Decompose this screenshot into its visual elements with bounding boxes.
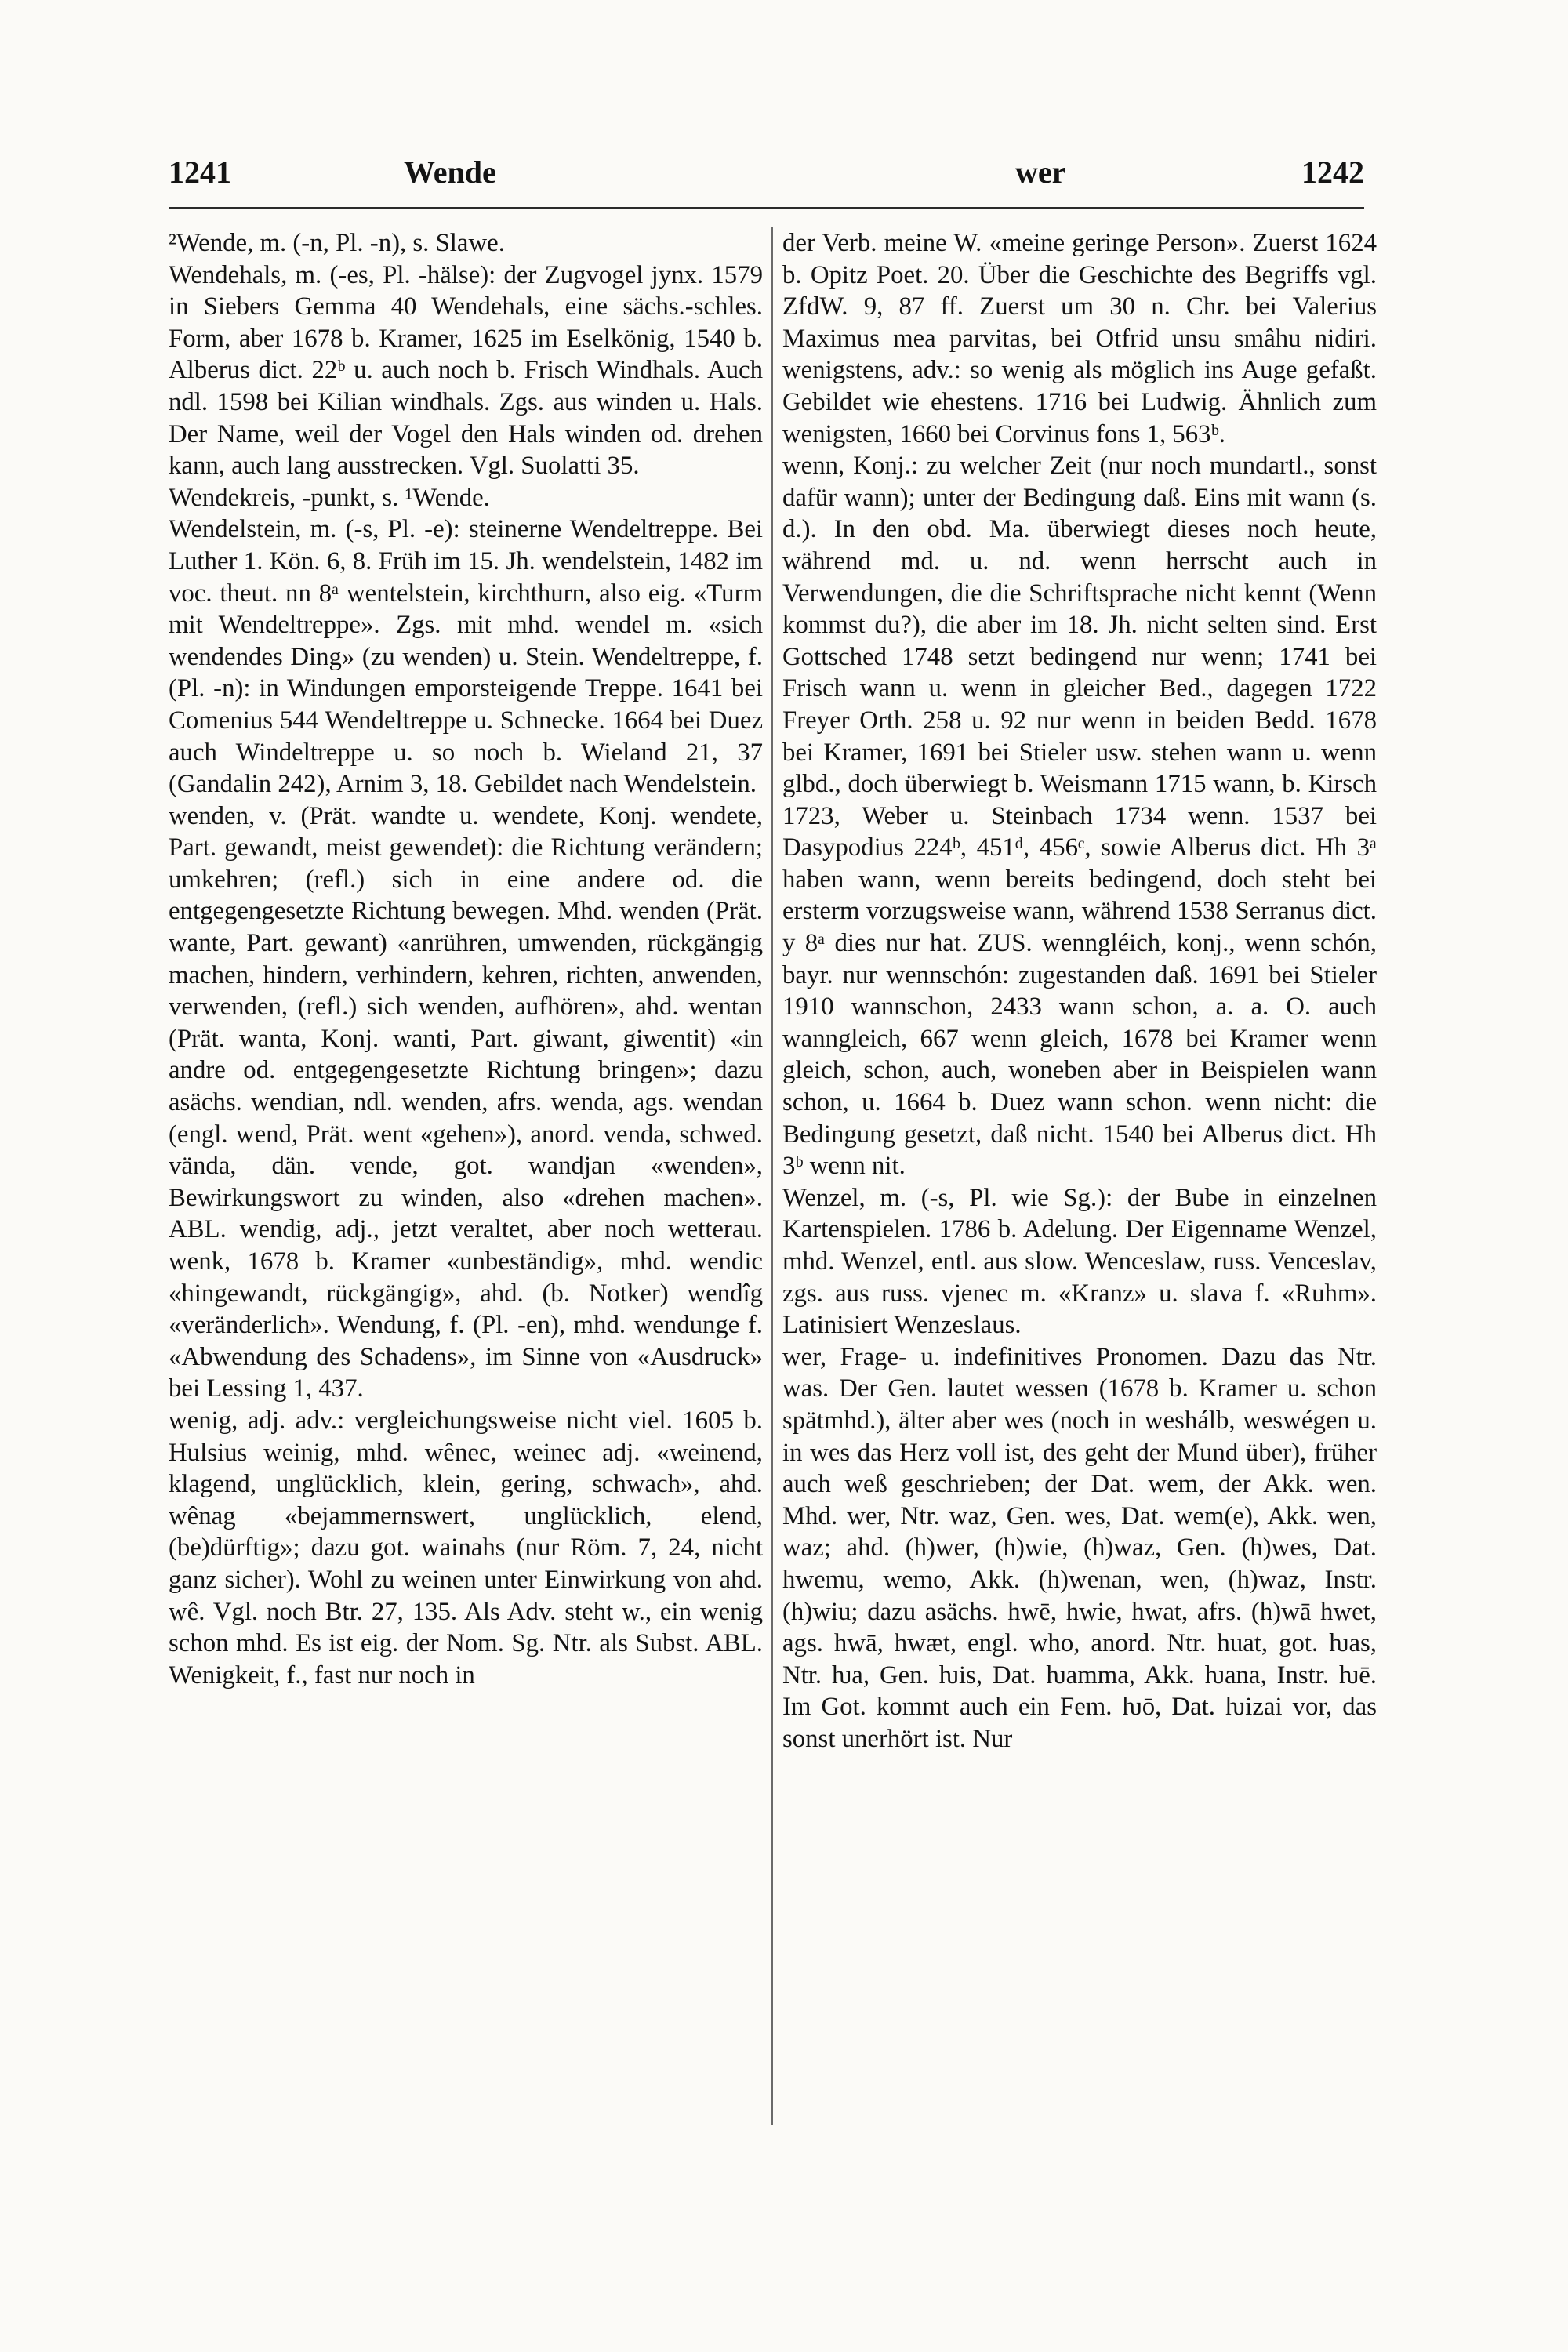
header-headword-left: Wende [404, 154, 496, 190]
header-rule [169, 207, 1364, 209]
column-divider [771, 227, 773, 2125]
entry-wenn: wenn, Konj.: zu welcher Zeit (nur noch mundartl., sonst dafür wann); unter der Bedingung daß. Eins mit wann (s. d.). In den obd. Ma. überwiegt dieses noch heute, während md. u. nd. wenn herrscht auch in Verwendungen, die die Schriftsprache nicht kennt (Wenn kommst du?), die aber im 18. Jh. nicht selten sind. Erst Gottsched 1748 setzt bedingend nur wenn; 1741 bei Frisch wann u. wenn in gleicher Bed., dagegen 1722 Freyer Orth. 258 u. 92 nur wenn in beiden Bedd. 1678 bei Kramer, 1691 bei Stieler usw. stehen wann u. wenn glbd., doch überwiegt b. Weismann 1715 wann, b. Kirsch 1723, Weber u. Steinbach 1734 wenn. 1537 bei Dasypodius 224ᵇ, 451ᵈ, 456ᶜ, sowie Alberus dict. Hh 3ᵃ haben wann, wenn bereits bedingend, doch steht bei ersterm vorzugsweise wann, während 1538 Serranus dict. y 8ᵃ dies nur hat. ZUS. wenngléich, konj., wenn schón, bayr. nur wennschón: zugestanden daß. 1691 bei Stieler 1910 wannschon, 2433 wann schon, a. a. O. auch wanngleich, 667 wenn gleich, 1678 bei Kramer wenn gleich, schon, auch, woneben aber in Beispielen wann schon, u. 1664 b. Duez wann schon. wenn nicht: die Bedingung gesetzt, daß nicht. 1540 bei Alberus dict. Hh 3ᵇ wenn nit. [782, 452, 1377, 1181]
page-number-left: 1241 [169, 154, 231, 190]
entry-wendehals: Wendehals, m. (-es, Pl. -hälse): der Zugvogel jynx. 1579 in Siebers Gemma 40 Wendehals, eine sächs.-schles. Form, aber 1678 b. Kramer, 1625 im Eselkönig, 1540 b. Alberus dict. 22ᵇ u. auch noch b. Frisch Windhals. Auch ndl. 1598 bei Kilian windhals. Zgs. aus winden u. Hals. Der Name, weil der Vogel den Hals winden od. drehen kann, auch lang ausstrecken. Vgl. Suolatti 35. [169, 260, 763, 481]
entry-wendelstein: Wendelstein, m. (-s, Pl. -e): steinerne Wendeltreppe. Bei Luther 1. Kön. 6, 8. Früh im 15. Jh. wendelstein, 1482 im voc. theut. nn 8ᵃ wentelstein, kirchthurn, also eig. «Turm mit Wendeltreppe». Zgs. mit mhd. wendel m. «sich wendendes Ding» (zu wenden) u. Stein. Wendeltreppe, f. (Pl. -n): in Windungen emporsteigende Treppe. 1641 bei Comenius 544 Wendeltreppe u. Schnecke. 1664 bei Duez auch Windeltreppe u. so noch b. Wieland 21, 37 (Gandalin 242), Arnim 3, 18. Gebildet nach Wendelstein. [169, 515, 763, 799]
entry-wendekreis: Wendekreis, -punkt, s. ¹Wende. [169, 483, 490, 512]
page-number-right: 1242 [1301, 154, 1364, 190]
entry-wenigkeit-cont: der Verb. meine W. «meine geringe Person». Zuerst 1624 b. Opitz Poet. 20. Über die Geschichte des Begriffs vgl. ZfdW. 9, 87 ff. Zuerst um 30 n. Chr. bei Valerius Maximus mea parvitas, bei Otfrid unsu smâhu nidiri. wenigstens, adv.: so wenig als möglich ins Auge gefaßt. Gebildet wie ehestens. 1716 bei Ludwig. Ähnlich zum wenigsten, 1660 bei Corvinus fons 1, 563ᵇ. [782, 229, 1377, 448]
entry-wer: wer, Frage- u. indefinitives Pronomen. Dazu das Ntr. was. Der Gen. lautet wessen (1678 b. Kramer u. schon spätmhd.), älter aber wes (noch in weshálb, weswégen u. in wes das Herz voll ist, des geht der Mund über), früher auch weß geschrieben; der Dat. wem, der Akk. wen. Mhd. wer, Ntr. waz, Gen. wes, Dat. wem(e), Akk. wen, waz; ahd. (h)wer, (h)wie, (h)waz, Gen. (h)wes, Dat. hwemu, wemo, Akk. (h)wenan, wen, (h)waz, Instr. (h)wiu; dazu asächs. hwē, hwie, hwat, afrs. (h)wā hwet, ags. hwā, hwæt, engl. who, anord. Ntr. huat, got. ƕas, Ntr. ƕa, Gen. ƕis, Dat. ƕamma, Akk. ƕana, Instr. ƕē. Im Got. kommt auch ein Fem. ƕō, Dat. ƕizai vor, das sonst unerhört ist. Nur [782, 1342, 1377, 1753]
entry-wenig: wenig, adj. adv.: vergleichungsweise nicht viel. 1605 b. Hulsius weinig, mhd. wênec, weinec adj. «weinend, klagend, unglücklich, klein, gering, schwach», ahd. wênag «bejammernswert, unglücklich, elend, (be)dürftig»; dazu got. wainahs (nur Röm. 7, 24, nicht ganz sicher). Wohl zu weinen unter Einwirkung von ahd. wê. Vgl. noch Btr. 27, 135. Als Adv. steht w., ein wenig schon mhd. Es ist eig. der Nom. Sg. Ntr. als Subst. ABL. Wenigkeit, f., fast nur noch in [169, 1406, 763, 1690]
right-column [782, 227, 1377, 2125]
left-column [169, 227, 763, 2125]
header-headword-right: wer [1015, 154, 1066, 190]
entry-wenzel: Wenzel, m. (-s, Pl. wie Sg.): der Bube in einzelnen Kartenspielen. 1786 b. Adelung. Der Eigenname Wenzel, mhd. Wenzel, entl. aus slow. Wenceslaw, russ. Venceslav, zgs. aus russ. vjenec m. «Kranz» u. slava f. «Ruhm». Latinisiert Wenzeslaus. [782, 1183, 1377, 1340]
entry-wenden: wenden, v. (Prät. wandte u. wendete, Konj. wendete, Part. gewandt, meist gewendet): die Richtung verändern; umkehren; (refl.) sich in eine andere od. die entgegengesetzte Richtung bewegen. Mhd. wenden (Prät. wante, Part. gewant) «anrühren, umwenden, rückgängig machen, hindern, verhindern, kehren, richten, anwenden, verwenden, (refl.) sich wenden, aufhören», ahd. wentan (Prät. wanta, Konj. wanti, Part. giwant, giwentit) «in andre od. entgegengesetzte Richtung bringen»; dazu asächs. wendian, ndl. wenden, afrs. wenda, ags. wendan (engl. wend, Prät. went «gehen»), anord. venda, schwed. vända, dän. vende, got. wandjan «wenden», Bewirkungswort zu winden, also «drehen machen». ABL. wendig, adj., jetzt veraltet, aber noch wetterau. wenk, 1678 b. Kramer «unbeständig», mhd. wendic «hingewandt, rückgängig», ahd. (b. Notker) wendîg «veränderlich». Wendung, f. (Pl. -en), mhd. wendunge f. «Abwendung des Schadens», im Sinne von «Ausdruck» bei Lessing 1, 437. [169, 801, 763, 1403]
running-header [169, 154, 1364, 201]
entry-wende2: ²Wende, m. (-n, Pl. -n), s. Slawe. [169, 229, 505, 257]
